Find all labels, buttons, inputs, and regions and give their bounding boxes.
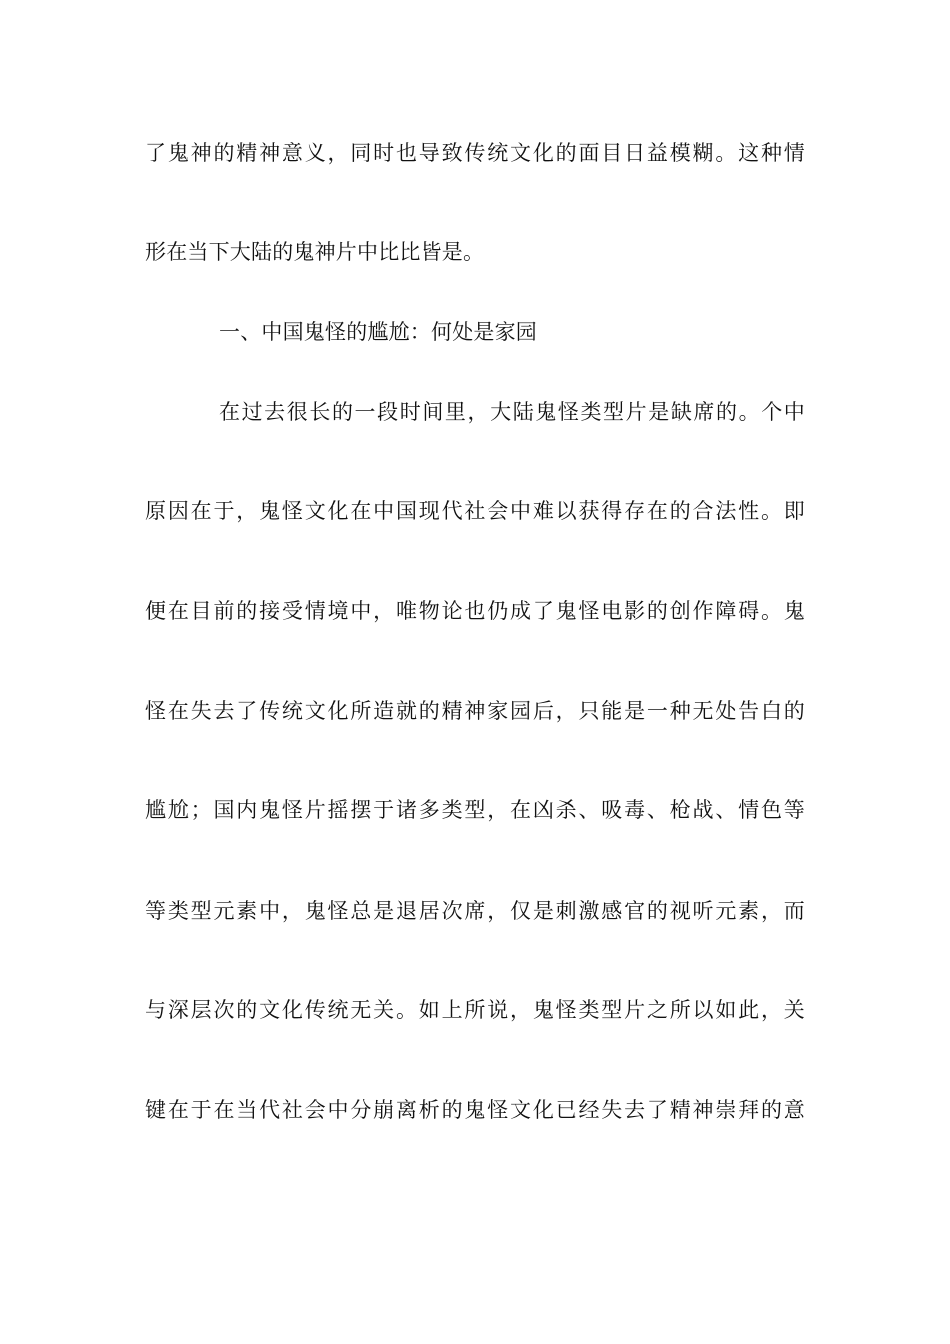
text-line: 尴尬；国内鬼怪片摇摆于诸多类型，在凶杀、吸毒、枪战、情色等 <box>145 798 805 822</box>
text-line: 便在目前的接受情境中，唯物论也仍成了鬼怪电影的创作障碍。鬼 <box>145 599 805 623</box>
text-line: 原因在于，鬼怪文化在中国现代社会中难以获得存在的合法性。即 <box>145 499 805 523</box>
text-line: 形在当下大陆的鬼神片中比比皆是。 <box>145 240 485 264</box>
text-line: 与深层次的文化传统无关。如上所说，鬼怪类型片之所以如此，关 <box>145 998 805 1022</box>
section-heading: 一、中国鬼怪的尴尬：何处是家园 <box>219 320 537 344</box>
text-line: 怪在失去了传统文化所造就的精神家园后，只能是一种无处告白的 <box>145 699 805 723</box>
text-line: 等类型元素中，鬼怪总是退居次席，仅是刺激感官的视听元素，而 <box>145 899 805 923</box>
text-line: 键在于在当代社会中分崩离析的鬼怪文化已经失去了精神崇拜的意 <box>145 1098 805 1122</box>
text-line: 了鬼神的精神意义，同时也导致传统文化的面目日益模糊。这种情 <box>145 141 805 165</box>
text-line: 在过去很长的一段时间里，大陆鬼怪类型片是缺席的。个中 <box>219 400 805 424</box>
